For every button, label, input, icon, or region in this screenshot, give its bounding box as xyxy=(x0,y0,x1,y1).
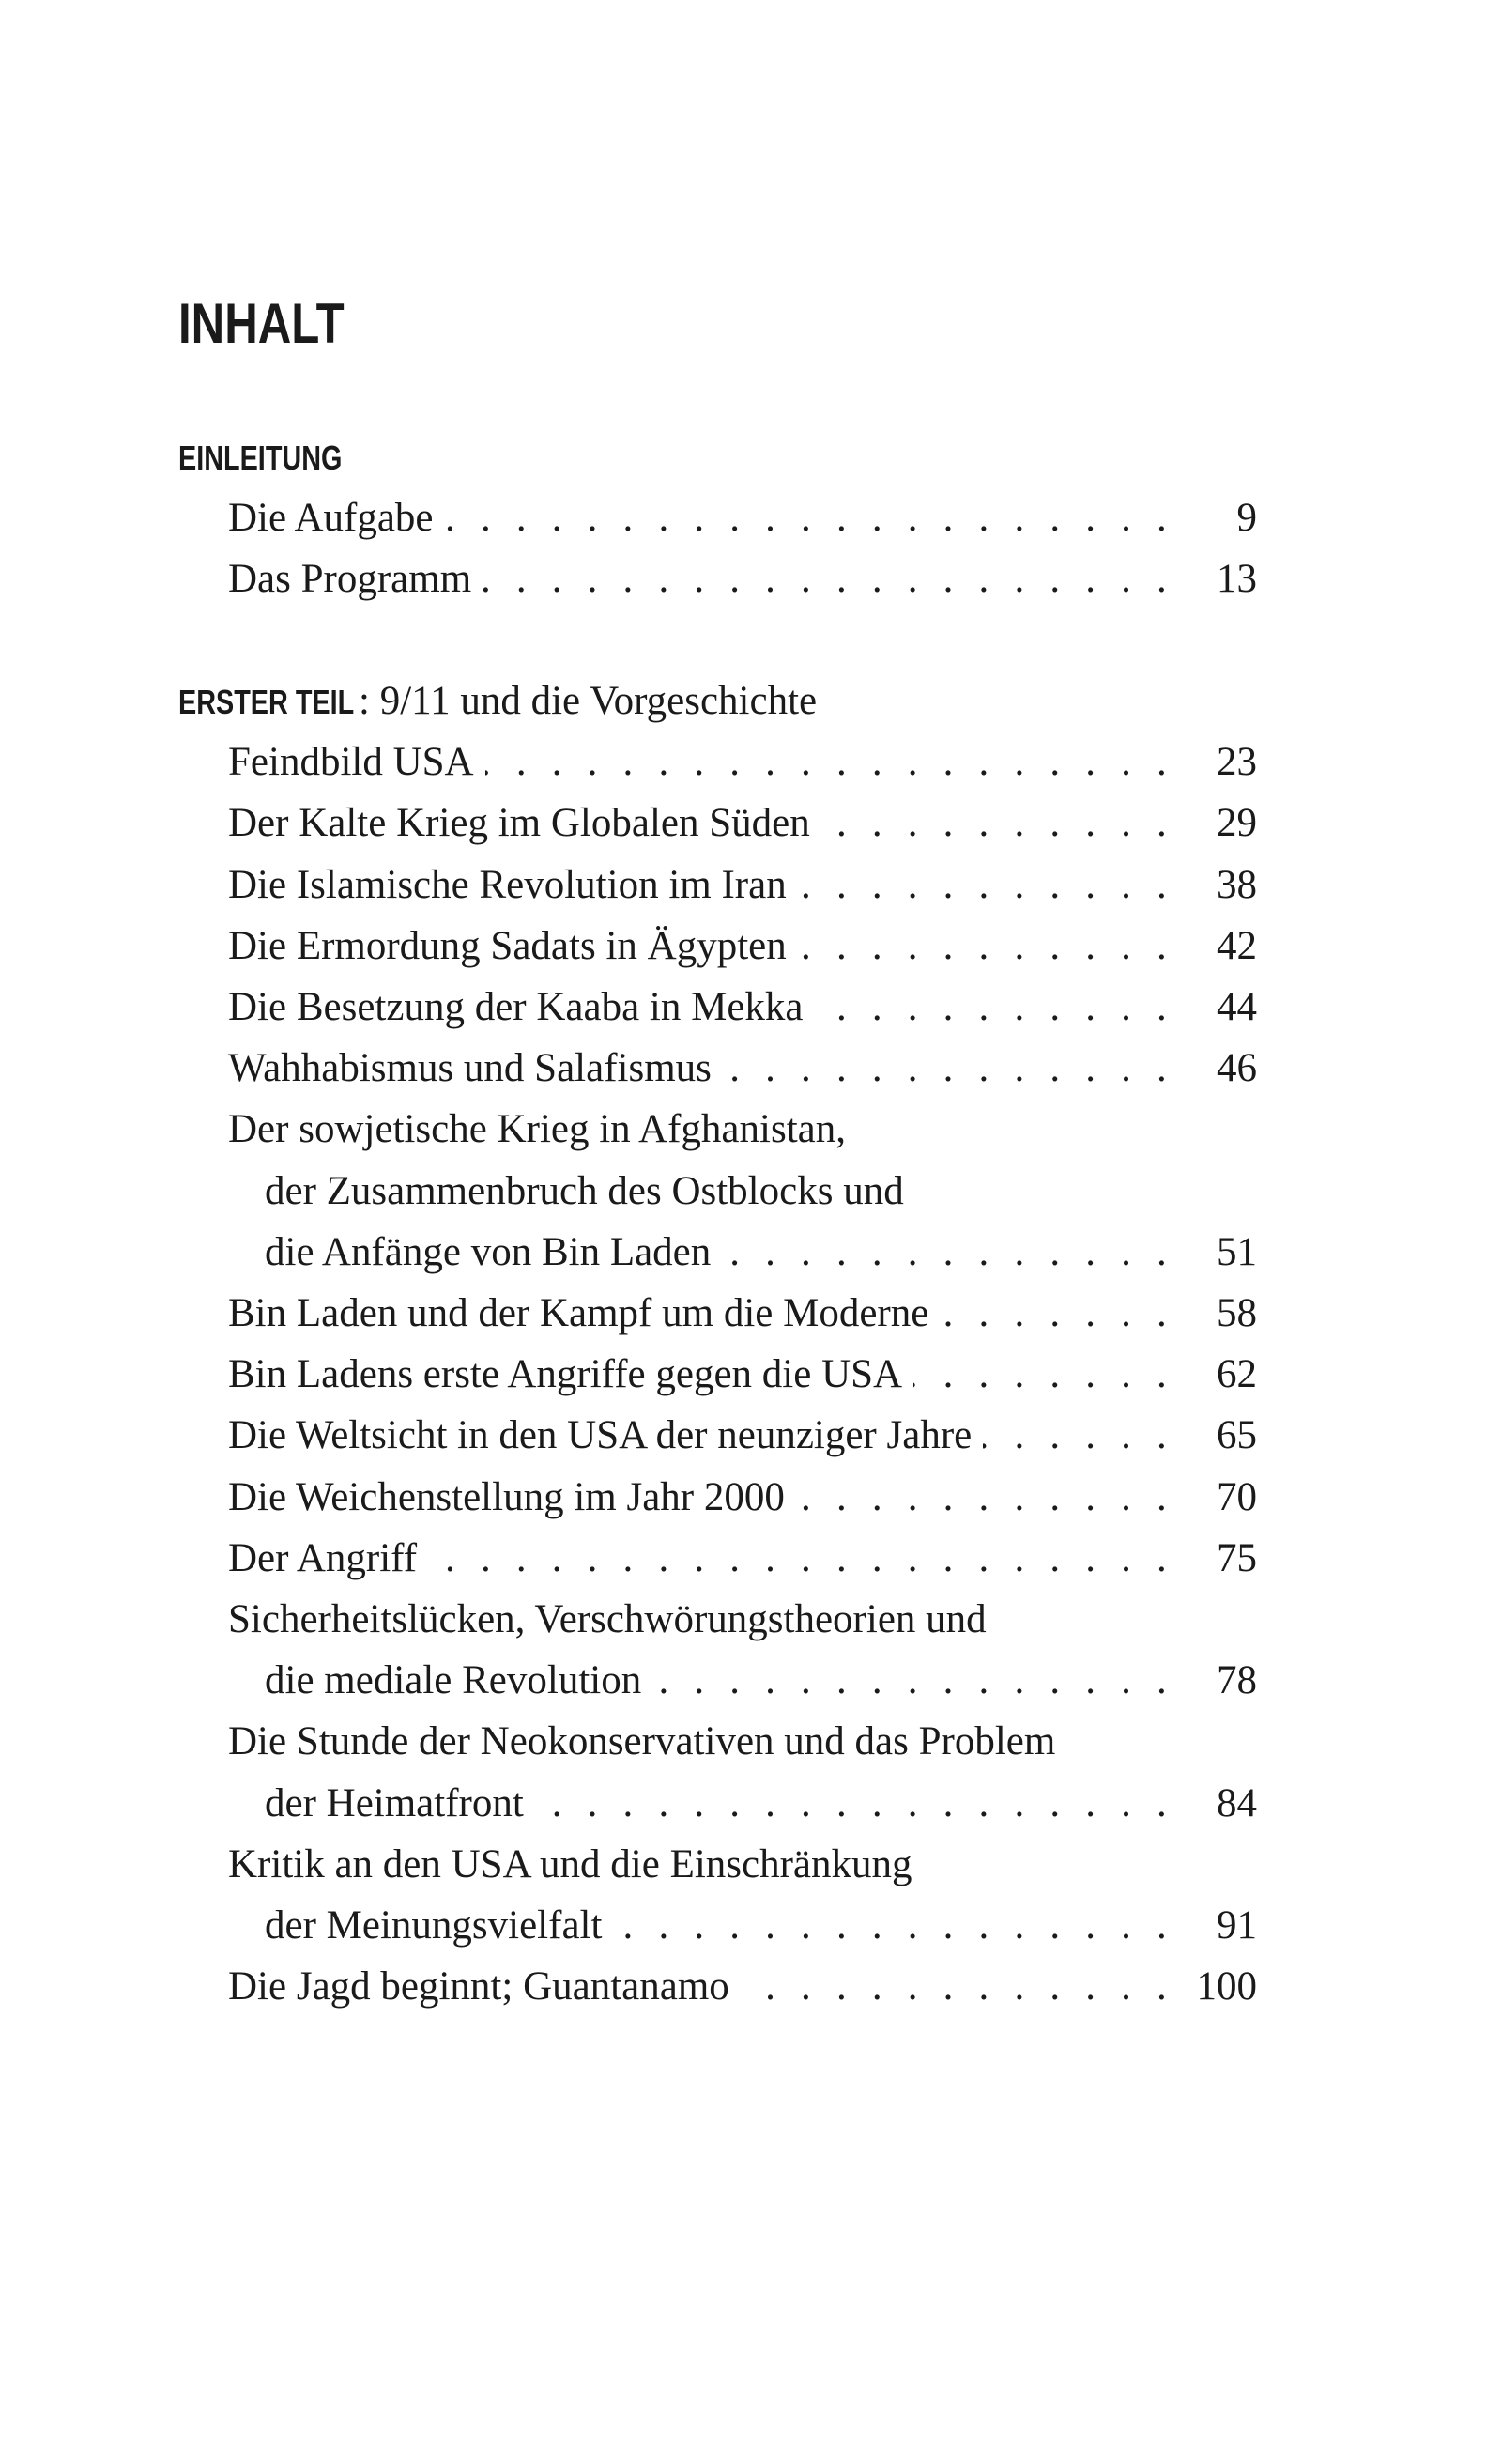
toc-entry-title: die mediale Revolution xyxy=(265,1651,652,1711)
toc-entry xyxy=(228,1468,1257,1528)
toc-entry xyxy=(228,916,1257,977)
toc-entry-title: Die Weltsicht in den USA der neunziger Jahre xyxy=(228,1406,983,1466)
toc-entry xyxy=(228,1957,1257,2017)
toc-entry xyxy=(265,1223,1257,1283)
toc-entry-title: Die Besetzung der Kaaba in Mekka xyxy=(228,978,815,1038)
toc-entry xyxy=(228,978,1257,1038)
page-number: 70 xyxy=(1217,1474,1257,1519)
dot-leader xyxy=(815,978,1174,1038)
toc-entry-title: Die Stunde der Neokonservativen und das Problem xyxy=(228,1712,1066,1772)
toc-entry-title: Sicherheitslücken, Verschwörungstheorien und xyxy=(228,1590,998,1650)
dot-leader xyxy=(798,916,1174,977)
section-label: ERSTER TEIL xyxy=(178,683,355,721)
page-number: 58 xyxy=(1217,1291,1257,1335)
page-number: 65 xyxy=(1217,1413,1257,1458)
section-heading: ERSTER TEIL : 9/11 und die Vorgeschichte xyxy=(178,671,817,732)
dot-leader xyxy=(723,1039,1174,1099)
toc-entry-title: Bin Ladens erste Angriffe gegen die USA xyxy=(228,1345,913,1405)
toc-entry xyxy=(228,549,1257,609)
page-number: 78 xyxy=(1217,1658,1257,1703)
toc-entry xyxy=(265,1651,1257,1711)
section-label: EINLEITUNG xyxy=(178,439,343,477)
page-number: 51 xyxy=(1217,1229,1257,1274)
page-number: 29 xyxy=(1217,801,1257,846)
page-number: 9 xyxy=(1236,496,1257,541)
section-subtitle: 9/11 und die Vorgeschichte xyxy=(379,679,818,723)
dot-leader xyxy=(798,855,1174,916)
toc-entry-title: Die Weichenstellung im Jahr 2000 xyxy=(228,1468,796,1528)
page-number: 91 xyxy=(1217,1903,1257,1948)
toc-entry-line xyxy=(228,1712,1257,1772)
dot-leader xyxy=(613,1896,1174,1956)
dot-leader xyxy=(445,488,1174,548)
dot-leader xyxy=(821,793,1174,854)
toc-entry-line xyxy=(265,1162,1257,1222)
dot-leader xyxy=(983,1406,1174,1466)
toc-entry xyxy=(228,732,1257,793)
toc-entry-title: Der Angriff xyxy=(228,1529,428,1589)
page-title: INHALT xyxy=(178,292,345,355)
dot-leader xyxy=(428,1529,1174,1589)
toc-entry-title: Die Jagd beginnt; Guantanamo xyxy=(228,1957,741,2017)
toc-entry-title: Kritik an den USA und die Einschränkung xyxy=(228,1835,924,1895)
toc-entry-title: der Heimatfront xyxy=(265,1774,535,1834)
toc-entry-title: Die Aufgabe xyxy=(228,488,445,548)
toc-entry xyxy=(228,793,1257,854)
page-number: 75 xyxy=(1217,1535,1257,1580)
dot-leader xyxy=(722,1223,1174,1283)
section-heading xyxy=(178,427,383,488)
toc-entry-line xyxy=(228,1835,1257,1895)
toc-entry-title: die Anfänge von Bin Laden xyxy=(265,1223,722,1283)
toc-entry-title: Die Ermordung Sadats in Ägypten xyxy=(228,916,798,977)
dot-leader xyxy=(535,1774,1174,1834)
toc-entry-title: Der Kalte Krieg im Globalen Süden xyxy=(228,793,821,854)
dot-leader xyxy=(483,549,1174,609)
toc-entry-line xyxy=(228,1590,1257,1650)
page-number: 46 xyxy=(1217,1046,1257,1091)
dot-leader xyxy=(913,1345,1174,1405)
toc-entry xyxy=(265,1774,1257,1834)
dot-leader xyxy=(485,732,1174,793)
toc-entry xyxy=(228,1039,1257,1099)
toc-entry xyxy=(228,1529,1257,1589)
toc-entry-line xyxy=(228,1100,1257,1160)
toc-entry-title: der Meinungsvielfalt xyxy=(265,1896,613,1956)
toc-entry xyxy=(228,1406,1257,1466)
toc-entry-title: Das Programm xyxy=(228,549,483,609)
toc-entry-title: Die Islamische Revolution im Iran xyxy=(228,855,798,916)
dot-leader xyxy=(741,1957,1174,2017)
page-number: 44 xyxy=(1217,985,1257,1029)
toc-entry xyxy=(228,1284,1257,1344)
toc-entry xyxy=(265,1896,1257,1956)
page-number: 100 xyxy=(1196,1964,1257,2010)
page-number: 42 xyxy=(1217,923,1257,968)
page-number: 13 xyxy=(1217,557,1257,602)
page-number: 84 xyxy=(1217,1780,1257,1825)
toc-entry-title: Bin Laden und der Kampf um die Moderne xyxy=(228,1284,940,1344)
toc-entry xyxy=(228,855,1257,916)
toc-entry-title: Feindbild USA xyxy=(228,732,485,793)
dot-leader xyxy=(652,1651,1174,1711)
toc-entry-title: Der sowjetische Krieg in Afghanistan, xyxy=(228,1100,857,1160)
page-number: 38 xyxy=(1217,862,1257,907)
toc-entry-title: Wahhabismus und Salafismus xyxy=(228,1039,723,1099)
page-number: 62 xyxy=(1217,1352,1257,1397)
page-number: 23 xyxy=(1217,740,1257,785)
toc-entry-title: der Zusammenbruch des Ostblocks und xyxy=(265,1162,915,1222)
toc-entry xyxy=(228,488,1257,548)
dot-leader xyxy=(940,1284,1174,1344)
toc-entry xyxy=(228,1345,1257,1405)
dot-leader xyxy=(796,1468,1174,1528)
